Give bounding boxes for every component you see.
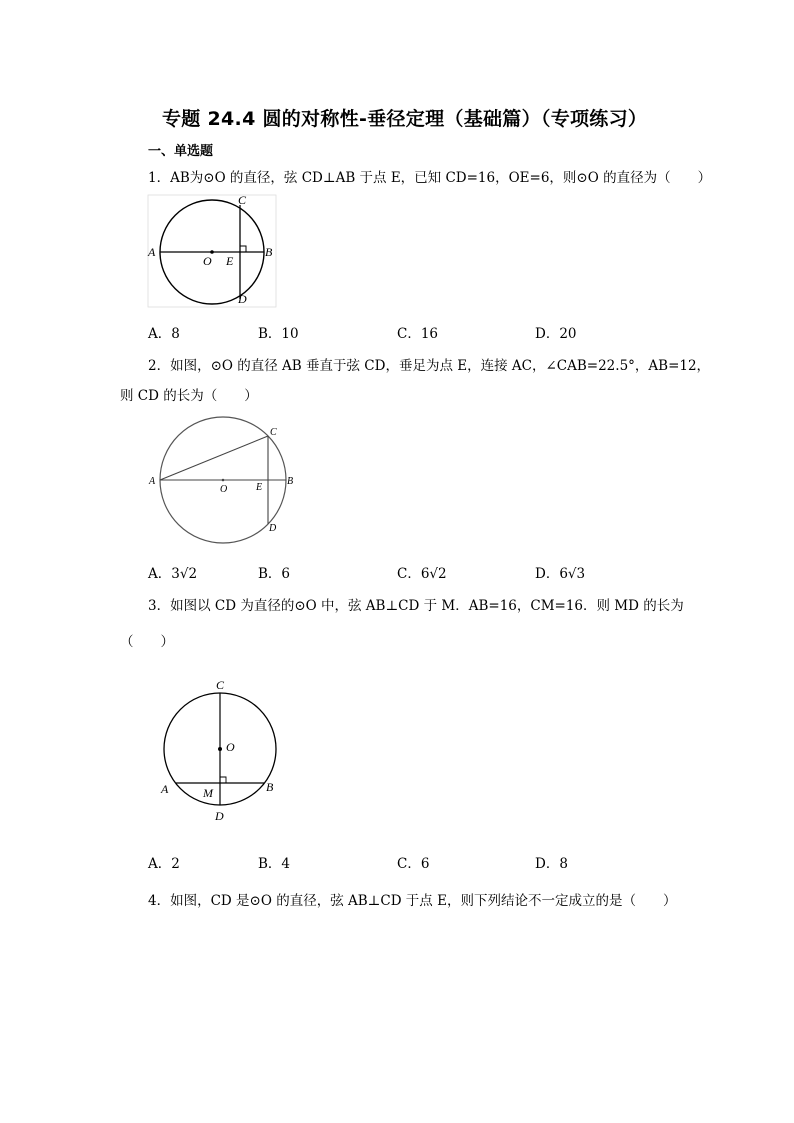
label-c: C [238, 193, 247, 207]
label-c: C [270, 427, 277, 438]
q3-option-c: C．6 [397, 856, 430, 872]
question-2-text-line2: 则 CD 的长为（ ） [120, 388, 258, 404]
label-b: B [265, 245, 273, 259]
question-2-text-line1: 2．如图，⊙O 的直径 AB 垂直于弦 CD，垂足为点 E，连接 AC，∠CAB=22.5°，AB=12， [148, 358, 711, 374]
right-angle-mark [220, 777, 226, 783]
label-a: A [161, 782, 169, 796]
question-4-text: 4．如图，CD 是⊙O 的直径，弦 AB⊥CD 于点 E，则下列结论不一定成立的是（ ） [148, 893, 677, 909]
q3-option-a: A．2 [148, 856, 180, 872]
q3-option-d: D．8 [535, 856, 568, 872]
page-title: 专题 24.4 圆的对称性-垂径定理（基础篇）（专项练习） [162, 108, 648, 130]
label-a: A [148, 245, 156, 259]
q1-option-b: B．10 [258, 326, 299, 342]
label-d: D [215, 809, 224, 823]
label-e: E [256, 482, 263, 493]
label-e: E [226, 254, 234, 268]
label-a: A [149, 476, 156, 487]
section-heading: 一、单选题 [148, 144, 214, 159]
q3-option-b: B．4 [258, 856, 291, 872]
label-o: O [220, 484, 228, 495]
q2-option-a: A．3√2 [148, 566, 198, 582]
q2-option-b: B．6 [258, 566, 291, 582]
question-3-text-line2: （ ） [120, 634, 174, 650]
center-point [218, 747, 222, 751]
label-m: M [203, 786, 213, 800]
center-point [222, 479, 225, 482]
label-c: C [216, 678, 225, 692]
q1-option-c: C．16 [397, 326, 439, 342]
question-2-figure [144, 412, 304, 554]
label-d: D [238, 292, 247, 306]
label-o: O [226, 740, 235, 754]
label-b: B [266, 780, 274, 794]
chord-ac [160, 436, 268, 480]
right-angle-mark [240, 246, 246, 252]
question-3-figure [154, 676, 286, 828]
question-1-text: 1．AB为⊙O 的直径，弦 CD⊥AB 于点 E，已知 CD=16，OE=6，则⊙O 的直径为（ ） [148, 170, 712, 186]
question-3-text-line1: 3．如图以 CD 为直径的⊙O 中，弦 AB⊥CD 于 M．AB=16，CM=16．则 MD 的长为 [148, 598, 684, 614]
q1-option-d: D．20 [535, 326, 577, 342]
question-1-figure [146, 193, 278, 311]
q1-option-a: A．8 [148, 326, 180, 342]
label-b: B [287, 476, 294, 487]
q2-option-c: C．6√2 [397, 566, 447, 582]
q2-option-d: D．6√3 [535, 566, 586, 582]
label-d: D [269, 523, 277, 534]
label-o: O [203, 254, 212, 268]
